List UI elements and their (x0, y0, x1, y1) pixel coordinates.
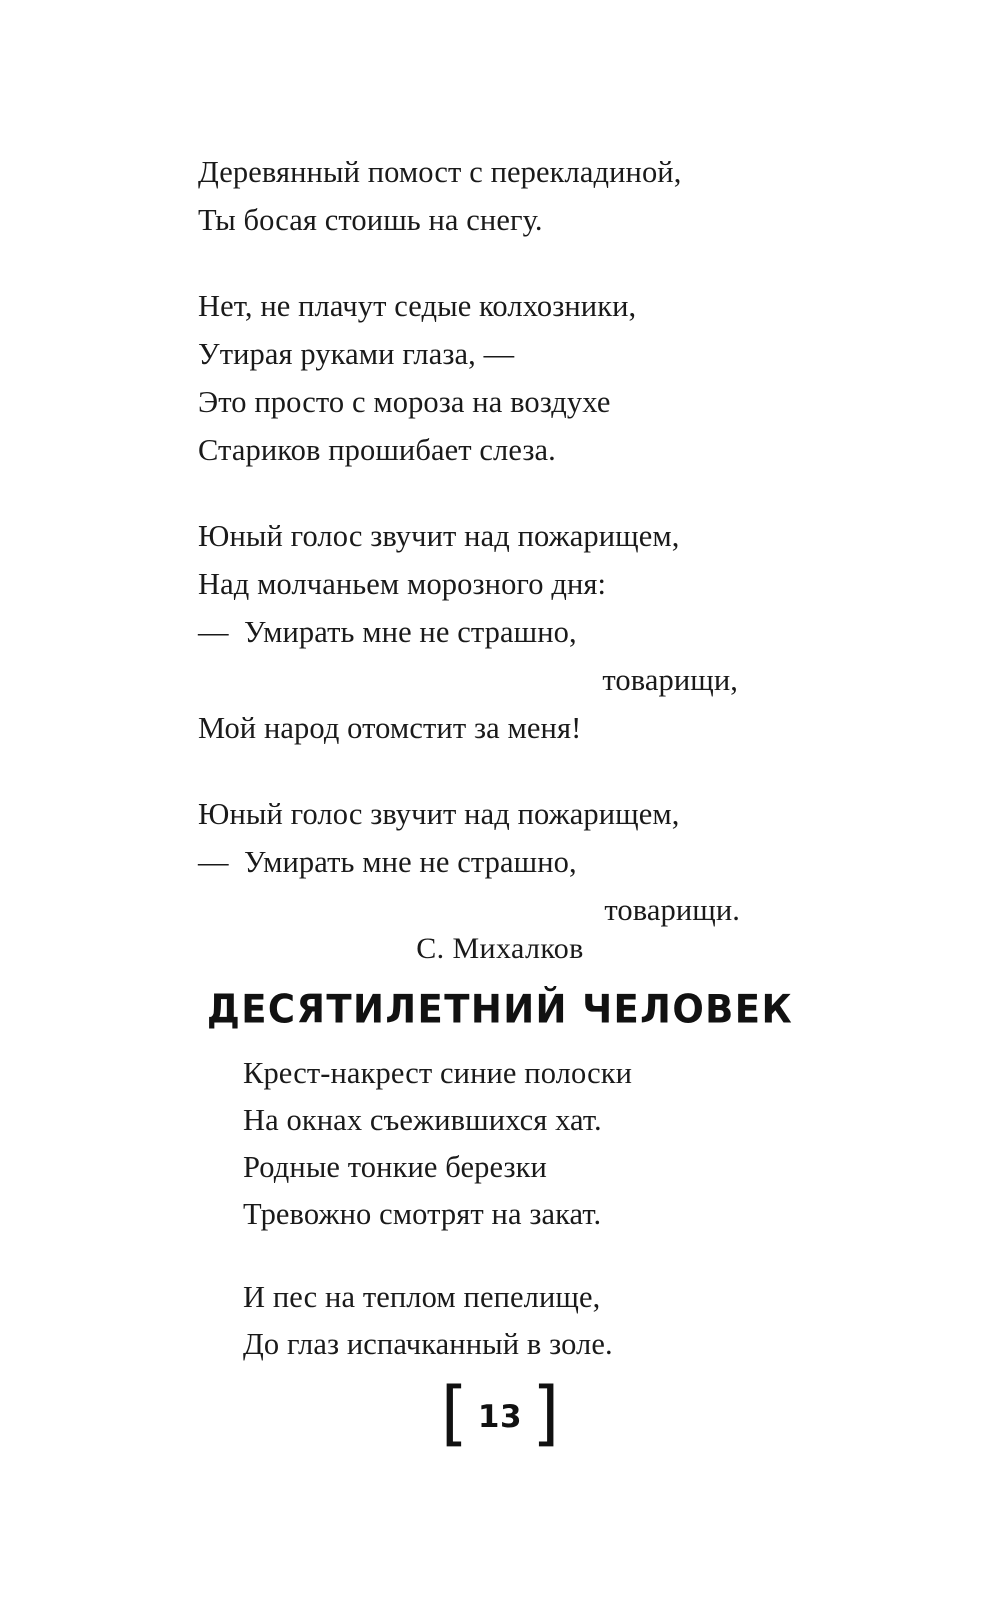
page-number (0, 1372, 1000, 1454)
stanza (198, 148, 898, 244)
poem-line: На окнах съежившихся хат. (243, 1103, 602, 1137)
page-number-value: 13 (477, 1399, 523, 1435)
poem-line: Мой народ отомстит за меня! (198, 711, 582, 745)
poem-body (243, 1050, 903, 1404)
poem-continuation (198, 148, 898, 934)
stanza (243, 1274, 903, 1368)
bracket-right-icon: ] (532, 1372, 560, 1454)
poem-line: Деревянный помост с перекладиной, (198, 155, 682, 189)
poem-line: Юный голос звучит над пожарищем, (198, 797, 680, 831)
poem-title: ДЕСЯТИЛЕТНИЙ ЧЕЛОВЕК (206, 986, 794, 1032)
poem-line: Ты босая стоишь на снегу. (198, 203, 543, 237)
poem-line: — Умирать мне не страшно, (198, 845, 577, 879)
poem-line: — Умирать мне не страшно, (198, 615, 577, 649)
poem-line: Нет, не плачут седые колхозники, (198, 289, 637, 323)
poem-line: Стариков прошибает слеза. (198, 433, 556, 467)
stanza (198, 512, 898, 752)
stanza (243, 1050, 903, 1238)
poem-line: Это просто с мороза на воздухе (198, 385, 611, 419)
poem-line: Тревожно смотрят на закат. (243, 1197, 602, 1231)
poem-line: товарищи. (604, 893, 740, 927)
stanza (198, 790, 898, 934)
bracket-left-icon: [ (440, 1372, 468, 1454)
stanza (198, 282, 898, 474)
poem-line: Крест-накрест синие полоски (243, 1056, 633, 1090)
poem-line: Утирая руками глаза, — (198, 337, 515, 371)
poem-line: Родные тонкие березки (243, 1150, 547, 1184)
poem-line: И пес на теплом пепелище, (243, 1280, 601, 1314)
poem-line: Юный голос звучит над пожарищем, (198, 519, 680, 553)
poem-author: С. Михалков (416, 932, 584, 965)
poem-line: До глаз испачканный в золе. (243, 1327, 613, 1361)
poem-line: товарищи, (602, 663, 738, 697)
poem-line: Над молчаньем морозного дня: (198, 567, 607, 601)
